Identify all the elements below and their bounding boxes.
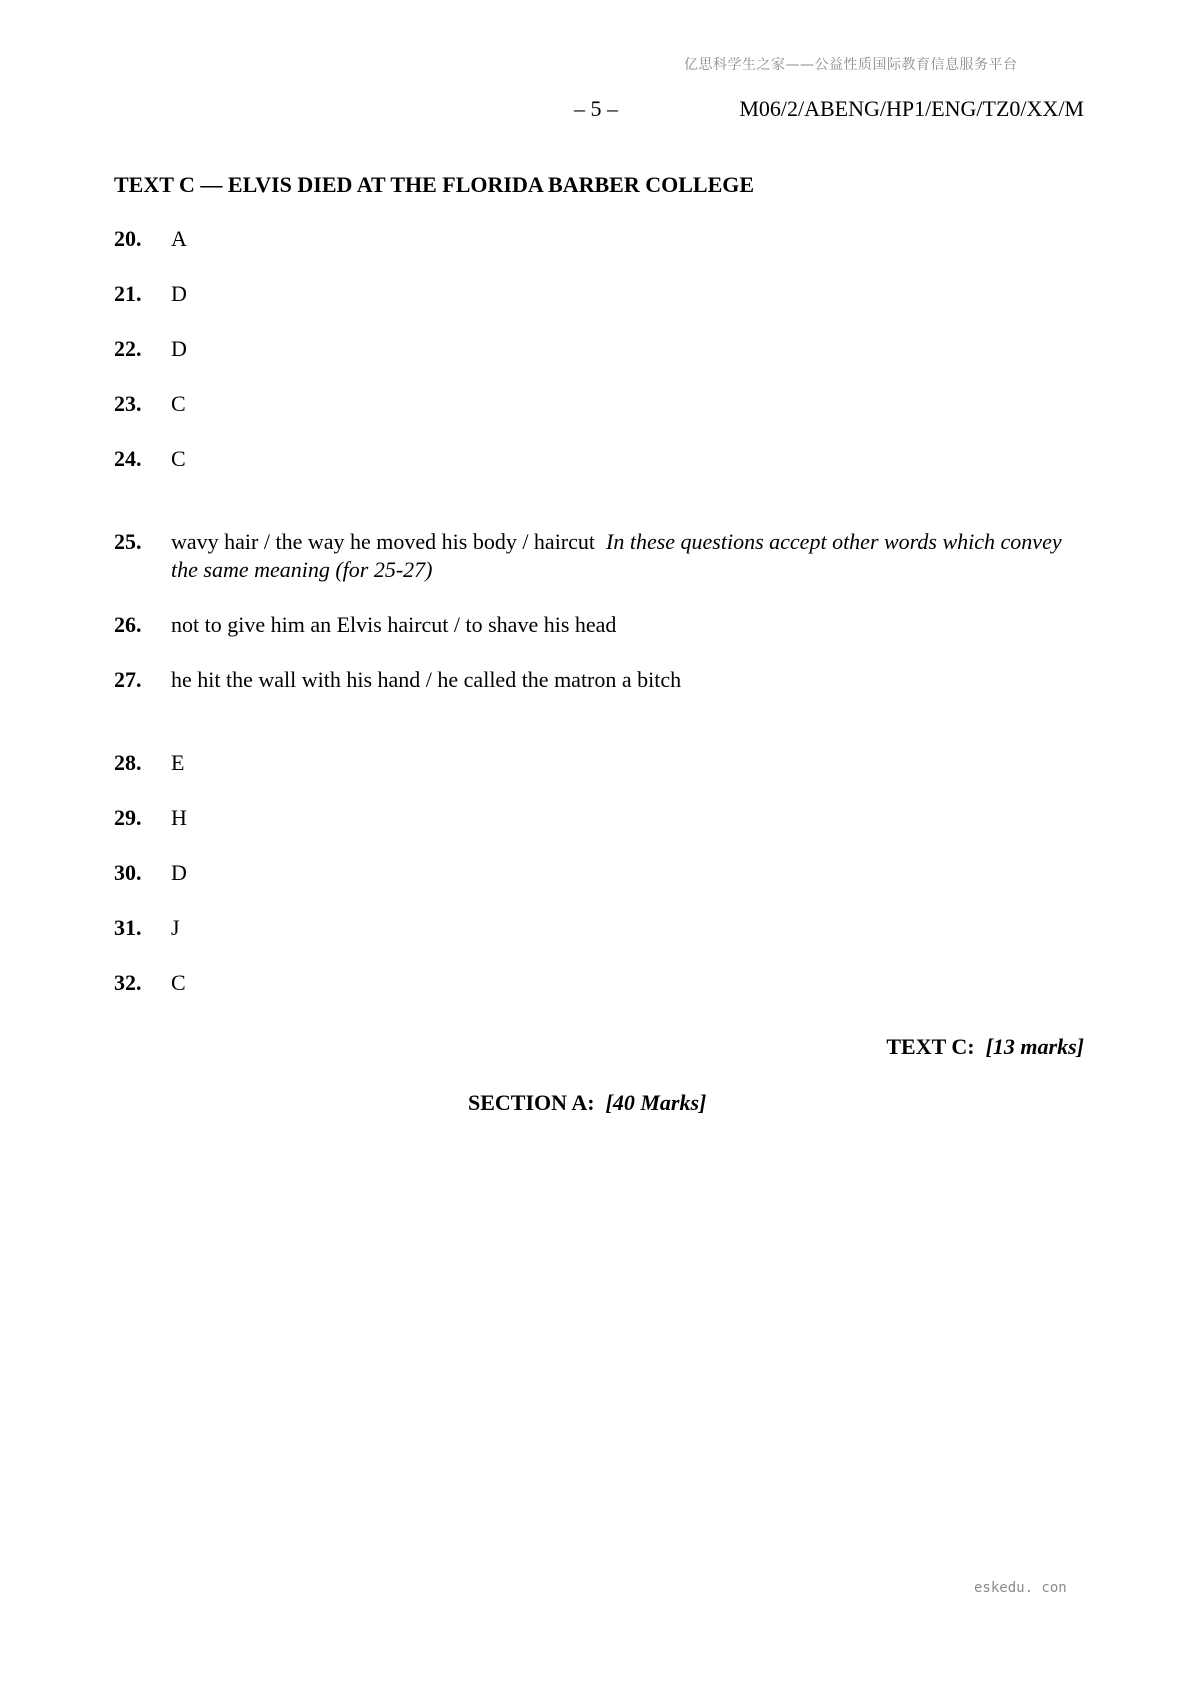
answer-number: 29. — [114, 805, 142, 830]
answer-item — [114, 335, 1086, 363]
answer-text: E — [171, 750, 185, 775]
answer-item — [114, 225, 1086, 253]
section-a-total-value: [40 Marks] — [605, 1090, 707, 1115]
answer-text: H — [171, 805, 187, 830]
section-title: TEXT C — ELVIS DIED AT THE FLORIDA BARBER COLLEGE — [114, 172, 755, 197]
answer-item — [114, 969, 1086, 997]
answer-item — [114, 749, 1086, 777]
answer-item — [114, 859, 1086, 887]
answer-number: 22. — [114, 336, 142, 361]
answer-number: 27. — [114, 667, 142, 692]
answer-number: 21. — [114, 281, 142, 306]
answer-number: 32. — [114, 970, 142, 995]
watermark-bottom: eskedu. con — [974, 1580, 1067, 1596]
page-number: – 5 – — [574, 96, 618, 121]
answer-number: 26. — [114, 612, 142, 637]
answer-text: D — [171, 860, 187, 885]
answer-item — [114, 528, 1086, 584]
answer-text: he hit the wall with his hand / he called the matron a bitch — [171, 667, 682, 692]
answer-item — [114, 445, 1086, 473]
answer-number: 28. — [114, 750, 142, 775]
document-code: M06/2/ABENG/HP1/ENG/TZ0/XX/M — [739, 96, 1084, 121]
answer-text: J — [171, 915, 180, 940]
answer-text: A — [171, 226, 187, 251]
marking-note: In these questions accept other words which convey the same meaning (for 25-27) — [171, 529, 1062, 582]
answer-text: not to give him an Elvis haircut / to shave his head — [171, 612, 617, 637]
text-c-total-label: TEXT C: — [886, 1034, 975, 1059]
answer-item — [114, 804, 1086, 832]
section-a-total-label: SECTION A: — [468, 1090, 595, 1115]
answer-number: 31. — [114, 915, 142, 940]
answer-number: 24. — [114, 446, 142, 471]
answer-text: C — [171, 970, 186, 995]
answer-item — [114, 390, 1086, 418]
answer-item — [114, 611, 1086, 639]
answer-item — [114, 666, 1086, 694]
section-a-total — [468, 1090, 706, 1116]
answer-item — [114, 914, 1086, 942]
watermark-top: 亿思科学生之家——公益性质国际教育信息服务平台 — [684, 57, 1018, 73]
answer-number: 30. — [114, 860, 142, 885]
answer-number: 25. — [114, 529, 142, 554]
answer-text: D — [171, 281, 187, 306]
answer-text: wavy hair / the way he moved his body / haircut — [171, 529, 596, 554]
answer-number: 20. — [114, 226, 142, 251]
answer-text: C — [171, 391, 186, 416]
answer-text: D — [171, 336, 187, 361]
answer-item — [114, 280, 1086, 308]
answer-number: 23. — [114, 391, 142, 416]
text-c-total-value: [13 marks] — [985, 1034, 1084, 1059]
answer-text: C — [171, 446, 186, 471]
text-c-total — [886, 1034, 1084, 1060]
